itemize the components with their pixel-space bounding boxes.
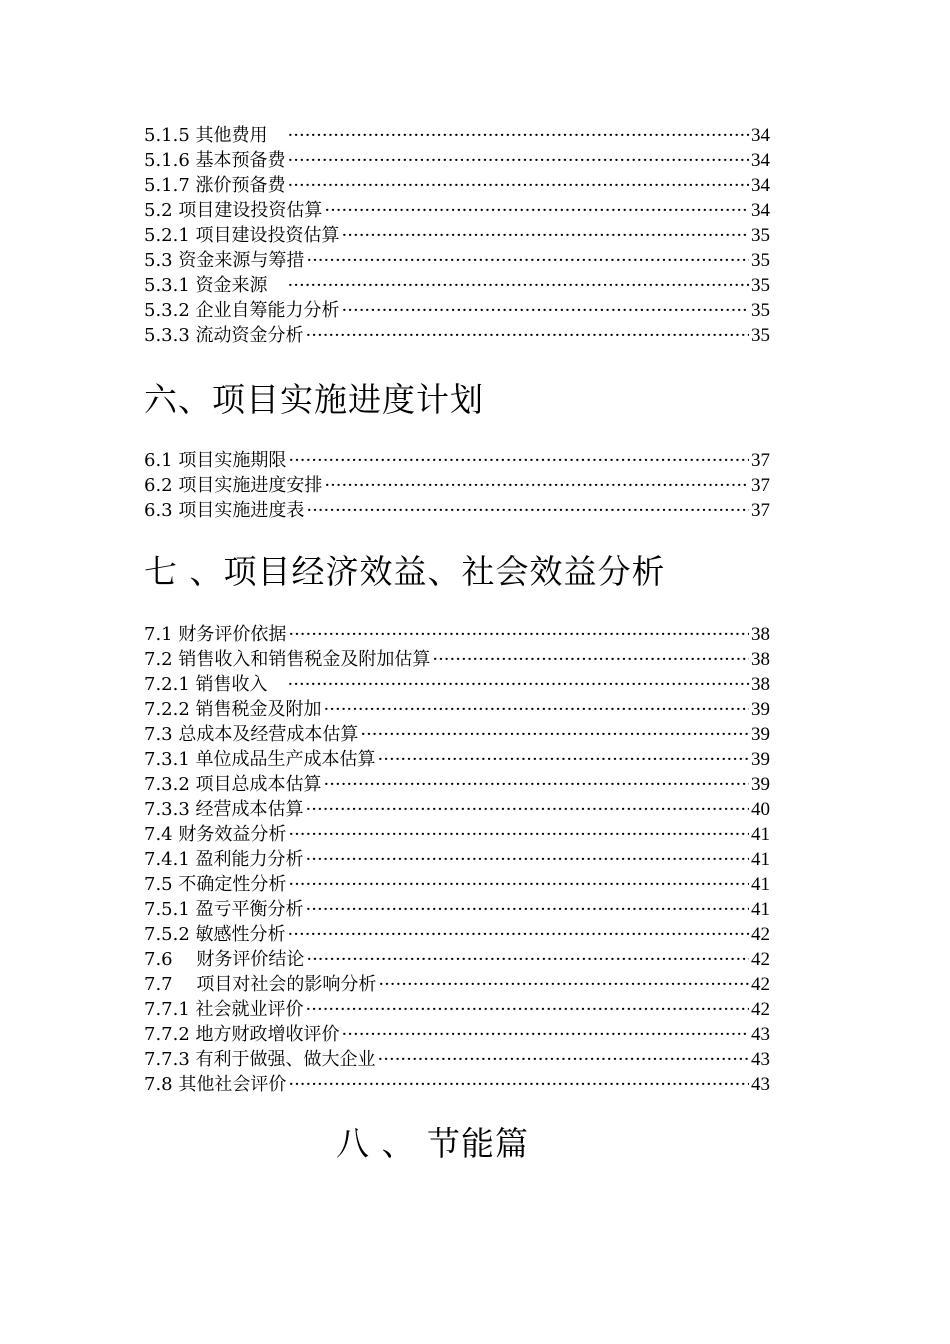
dot-leader <box>306 897 749 922</box>
toc-entry-page: 34 <box>751 125 770 146</box>
toc-entry-page: 41 <box>751 849 770 870</box>
dot-leader <box>432 647 749 672</box>
dot-leader <box>306 797 749 822</box>
toc-entry[interactable] <box>144 697 770 722</box>
toc-entry-page: 34 <box>751 200 770 221</box>
toc-entry-label: 5.3.1 资金来源 <box>144 275 286 296</box>
toc-entry-label: 5.1.5 其他费用 <box>144 125 286 146</box>
toc-entry-label: 7.7.3 有利于做强、做大企业 <box>144 1049 376 1070</box>
toc-entry-page: 35 <box>751 225 770 246</box>
toc-entry[interactable] <box>144 298 770 323</box>
dot-leader <box>306 498 749 523</box>
toc-entry[interactable] <box>144 223 770 248</box>
toc-entry-label: 7.7.2 地方财政增收评价 <box>144 1024 340 1045</box>
toc-entry-label: 5.1.7 涨价预备费 <box>144 175 286 196</box>
toc-entry-page: 43 <box>751 1049 770 1070</box>
toc-entry[interactable] <box>144 672 770 697</box>
dot-leader <box>324 772 749 797</box>
toc-entry-label: 5.1.6 基本预备费 <box>144 150 286 171</box>
toc-entry-label: 5.3.3 流动资金分析 <box>144 325 304 346</box>
dot-leader <box>342 1022 749 1047</box>
dot-leader <box>288 448 749 473</box>
toc-entry-label: 7.5.2 敏感性分析 <box>144 924 286 945</box>
dot-leader <box>288 273 749 298</box>
dot-leader <box>342 298 749 323</box>
toc-entry-page: 35 <box>751 250 770 271</box>
toc-entry-page: 34 <box>751 150 770 171</box>
dot-leader <box>288 822 749 847</box>
dot-leader <box>306 947 749 972</box>
toc-entry-page: 42 <box>751 974 770 995</box>
toc-entry-page: 35 <box>751 325 770 346</box>
toc-entry-label: 7.4 财务效益分析 <box>144 824 287 845</box>
toc-entry-label: 7.2 销售收入和销售税金及附加估算 <box>144 649 431 670</box>
toc-entry[interactable] <box>144 847 770 872</box>
section-heading-8: 八 、 节能篇 <box>336 1124 529 1163</box>
toc-entry-label: 7.7.1 社会就业评价 <box>144 999 304 1020</box>
toc-entry-page: 41 <box>751 824 770 845</box>
toc-entry-label: 7.8 其他社会评价 <box>144 1074 287 1095</box>
toc-block-section-7 <box>144 622 770 1097</box>
toc-entry[interactable] <box>144 473 770 498</box>
toc-entry-label: 6.1 项目实施期限 <box>144 450 287 471</box>
toc-entry[interactable] <box>144 1072 770 1097</box>
toc-entry-label: 7.3.1 单位成品生产成本估算 <box>144 749 376 770</box>
dot-leader <box>378 972 749 997</box>
toc-entry-label: 7.3.2 项目总成本估算 <box>144 774 322 795</box>
toc-entry[interactable] <box>144 448 770 473</box>
toc-entry[interactable] <box>144 772 770 797</box>
toc-entry[interactable] <box>144 722 770 747</box>
toc-entry[interactable] <box>144 647 770 672</box>
toc-entry-label: 7.6 财务评价结论 <box>144 949 305 970</box>
toc-entry-page: 39 <box>751 749 770 770</box>
toc-entry[interactable] <box>144 123 770 148</box>
dot-leader <box>288 622 749 647</box>
toc-entry-label: 7.3 总成本及经营成本估算 <box>144 724 359 745</box>
dot-leader <box>324 697 749 722</box>
dot-leader <box>378 747 749 772</box>
toc-entry-page: 42 <box>751 924 770 945</box>
toc-entry-label: 6.3 项目实施进度表 <box>144 500 305 521</box>
toc-entry-page: 37 <box>751 475 770 496</box>
dot-leader <box>306 248 749 273</box>
toc-entry-page: 38 <box>751 624 770 645</box>
toc-entry[interactable] <box>144 498 770 523</box>
dot-leader <box>288 123 749 148</box>
toc-entry-page: 43 <box>751 1024 770 1045</box>
toc-entry-label: 7.2.1 销售收入 <box>144 674 286 695</box>
toc-entry[interactable] <box>144 323 770 348</box>
toc-entry-label: 7.3.3 经营成本估算 <box>144 799 304 820</box>
toc-entry-page: 43 <box>751 1074 770 1095</box>
section-heading-6: 六、项目实施进度计划 <box>144 380 484 419</box>
toc-entry-label: 5.2 项目建设投资估算 <box>144 200 323 221</box>
dot-leader <box>288 672 749 697</box>
toc-entry-label: 7.4.1 盈利能力分析 <box>144 849 304 870</box>
toc-entry-page: 35 <box>751 300 770 321</box>
dot-leader <box>324 198 749 223</box>
toc-entry[interactable] <box>144 747 770 772</box>
dot-leader <box>306 847 749 872</box>
dot-leader <box>378 1047 749 1072</box>
toc-block-section-5 <box>144 123 770 348</box>
dot-leader <box>360 722 749 747</box>
toc-entry-page: 37 <box>751 500 770 521</box>
toc-entry-label: 7.1 财务评价依据 <box>144 624 287 645</box>
toc-entry-page: 40 <box>751 799 770 820</box>
toc-entry-label: 7.5.1 盈亏平衡分析 <box>144 899 304 920</box>
toc-block-section-6 <box>144 448 770 523</box>
toc-entry[interactable] <box>144 872 770 897</box>
toc-entry-label: 5.2.1 项目建设投资估算 <box>144 225 340 246</box>
dot-leader <box>288 1072 749 1097</box>
toc-entry[interactable] <box>144 947 770 972</box>
toc-entry[interactable] <box>144 897 770 922</box>
toc-entry-label: 5.3 资金来源与筹措 <box>144 250 305 271</box>
toc-entry-page: 37 <box>751 450 770 471</box>
toc-entry-page: 38 <box>751 674 770 695</box>
toc-entry[interactable] <box>144 797 770 822</box>
toc-entry[interactable] <box>144 148 770 173</box>
dot-leader <box>288 872 749 897</box>
toc-entry-page: 41 <box>751 899 770 920</box>
dot-leader <box>306 323 749 348</box>
dot-leader <box>288 922 749 947</box>
toc-entry-label: 6.2 项目实施进度安排 <box>144 475 323 496</box>
toc-entry[interactable] <box>144 273 770 298</box>
dot-leader <box>306 997 749 1022</box>
toc-entry-page: 42 <box>751 999 770 1020</box>
toc-entry-page: 42 <box>751 949 770 970</box>
dot-leader <box>288 148 749 173</box>
toc-entry-page: 38 <box>751 649 770 670</box>
toc-entry-label: 7.5 不确定性分析 <box>144 874 287 895</box>
toc-entry[interactable] <box>144 198 770 223</box>
toc-entry-page: 39 <box>751 774 770 795</box>
toc-entry[interactable] <box>144 248 770 273</box>
toc-entry-page: 35 <box>751 275 770 296</box>
toc-entry-page: 34 <box>751 175 770 196</box>
toc-entry[interactable] <box>144 1022 770 1047</box>
toc-entry[interactable] <box>144 173 770 198</box>
dot-leader <box>288 173 749 198</box>
toc-entry[interactable] <box>144 1047 770 1072</box>
toc-entry[interactable] <box>144 972 770 997</box>
toc-entry[interactable] <box>144 997 770 1022</box>
dot-leader <box>342 223 749 248</box>
toc-entry[interactable] <box>144 822 770 847</box>
toc-entry-label: 5.3.2 企业自筹能力分析 <box>144 300 340 321</box>
toc-entry-page: 39 <box>751 699 770 720</box>
toc-entry[interactable] <box>144 922 770 947</box>
toc-entry-label: 7.2.2 销售税金及附加 <box>144 699 322 720</box>
section-heading-7: 七 、项目经济效益、社会效益分析 <box>144 552 666 591</box>
dot-leader <box>324 473 749 498</box>
toc-entry-label: 7.7 项目对社会的影响分析 <box>144 974 377 995</box>
toc-entry[interactable] <box>144 622 770 647</box>
toc-entry-page: 41 <box>751 874 770 895</box>
toc-entry-page: 39 <box>751 724 770 745</box>
